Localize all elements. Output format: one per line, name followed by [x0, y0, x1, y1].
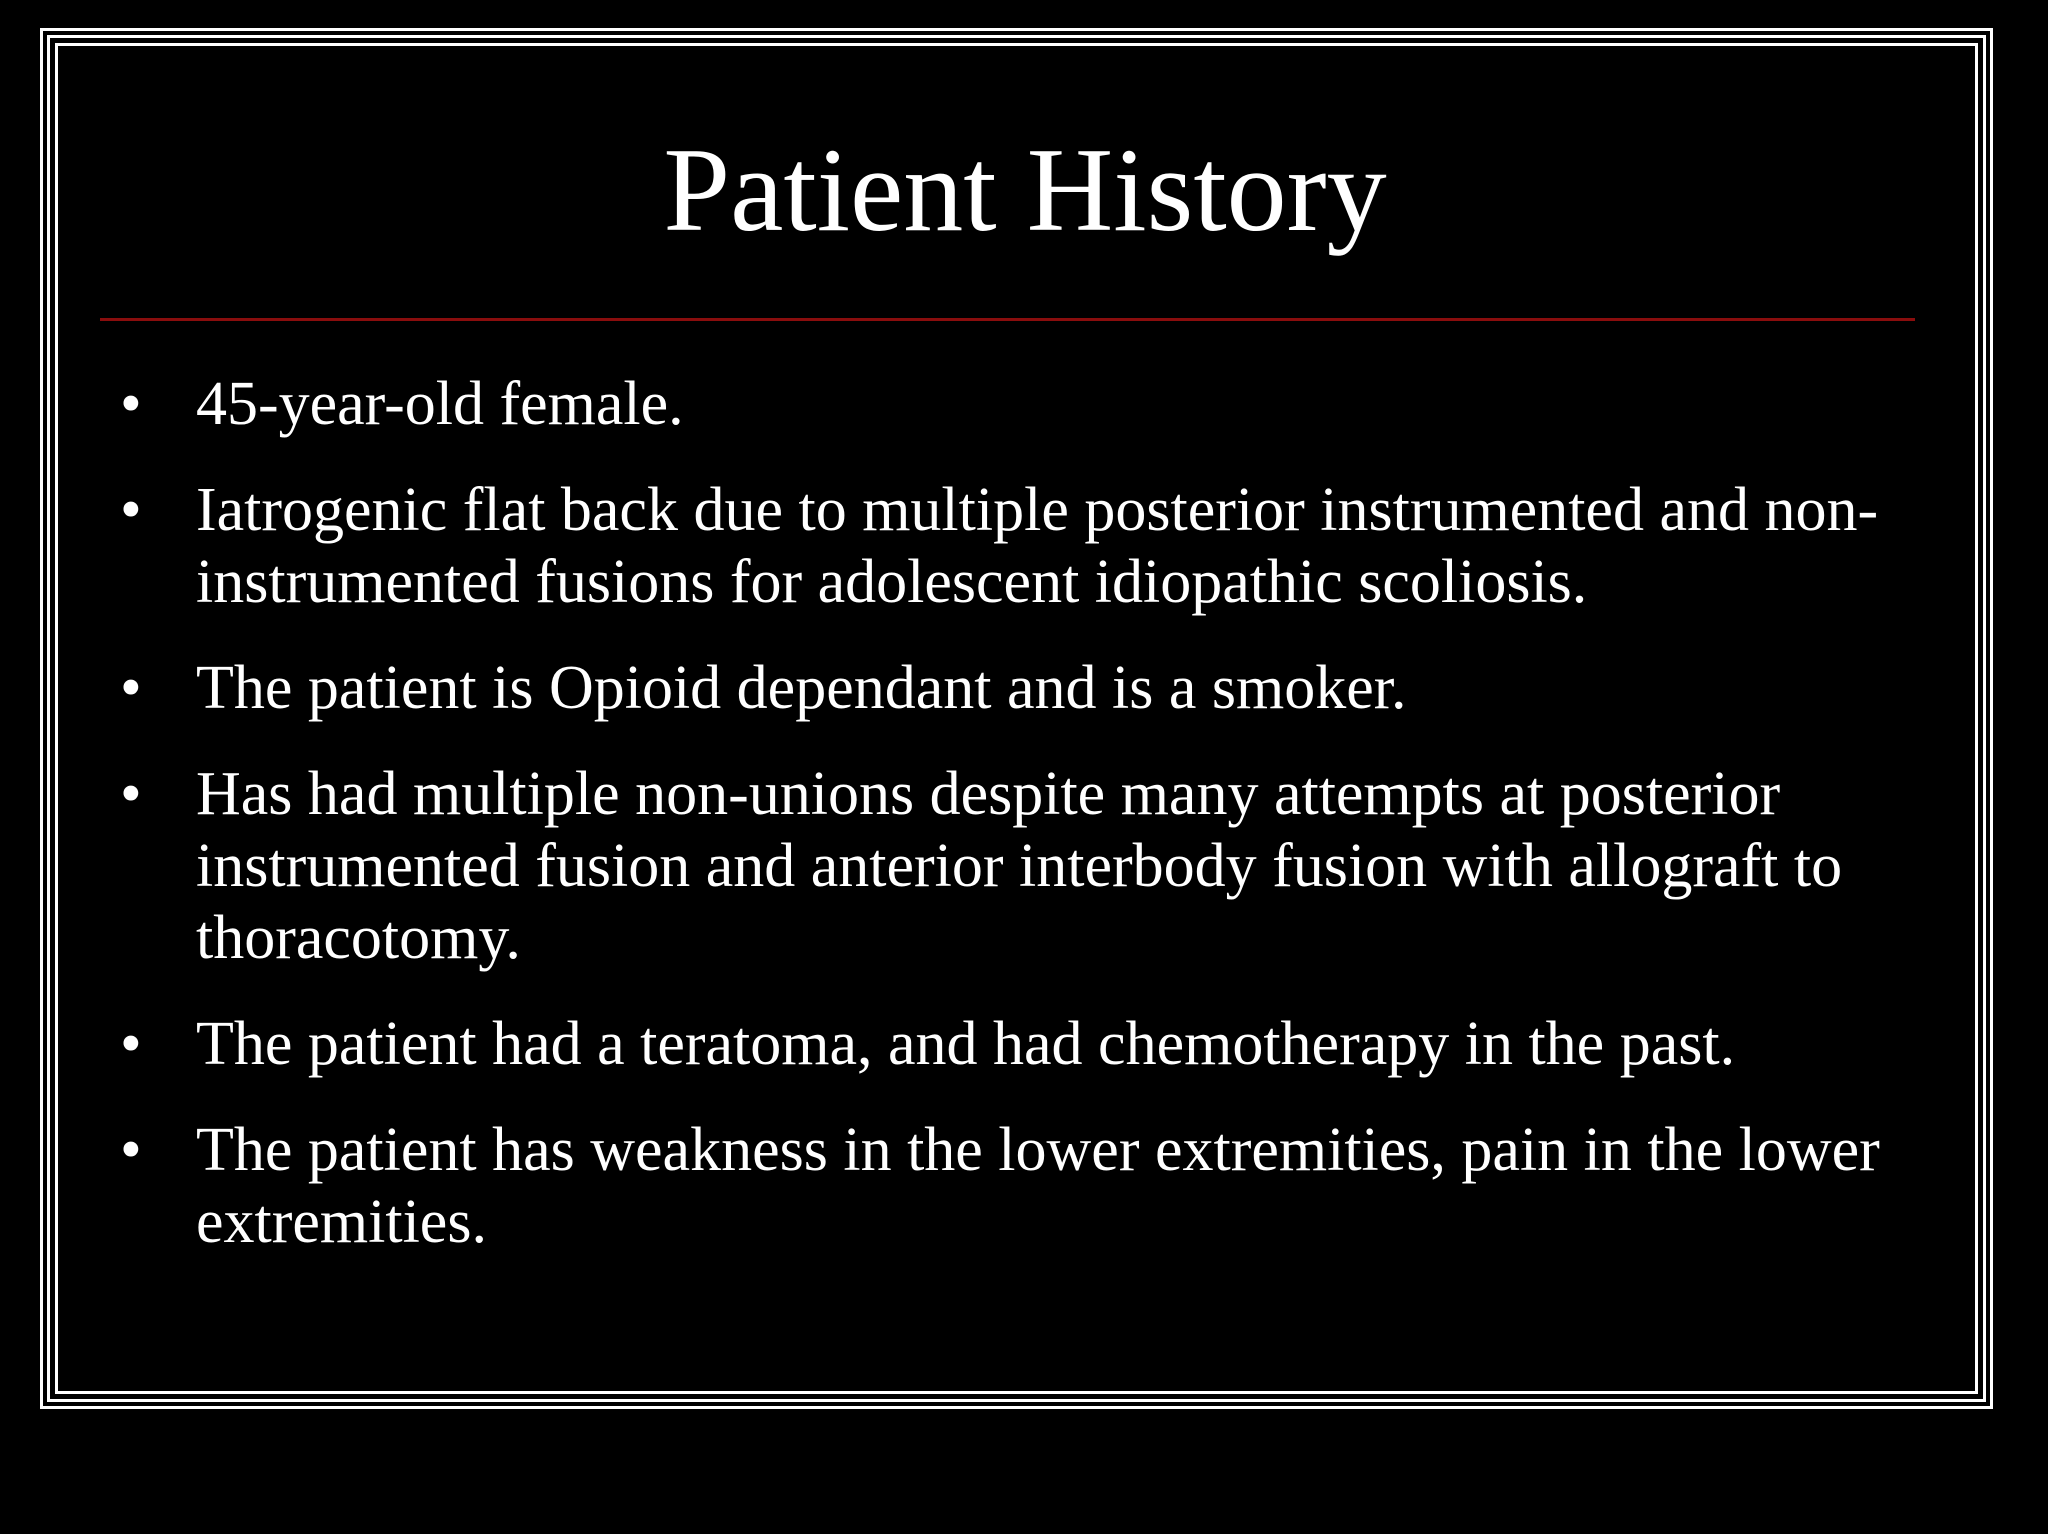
bullet-text: The patient is Opioid dependant and is a smoker.	[196, 654, 1407, 722]
slide-title: Patient History	[663, 123, 1387, 256]
title-divider	[100, 318, 1915, 321]
bullet-item	[110, 758, 1910, 974]
bullet-icon: •	[120, 760, 142, 828]
bullet-text: Has had multiple non-unions despite many attempts at posterior instrumented fusion and anterior interbody fusion with allograft to thoracotomy.	[196, 760, 1843, 972]
bullet-icon: •	[120, 1116, 142, 1184]
bullet-item	[110, 652, 1910, 724]
bullet-item	[110, 474, 1910, 618]
bullet-icon: •	[120, 370, 142, 438]
bullet-item	[110, 368, 1910, 440]
bullet-text: 45-year-old female.	[196, 370, 684, 438]
bullet-list	[110, 368, 1910, 1292]
bullet-text: The patient had a teratoma, and had chemotherapy in the past.	[196, 1010, 1736, 1078]
bullet-text: Iatrogenic flat back due to multiple posterior instrumented and non-instrumented fusions for adolescent idiopathic scoliosis.	[196, 476, 1879, 616]
bullet-item	[110, 1008, 1910, 1080]
bullet-item	[110, 1114, 1910, 1258]
bullet-icon: •	[120, 476, 142, 544]
bullet-text: The patient has weakness in the lower extremities, pain in the lower extremities.	[196, 1116, 1880, 1256]
bullet-icon: •	[120, 654, 142, 722]
bullet-icon: •	[120, 1010, 142, 1078]
